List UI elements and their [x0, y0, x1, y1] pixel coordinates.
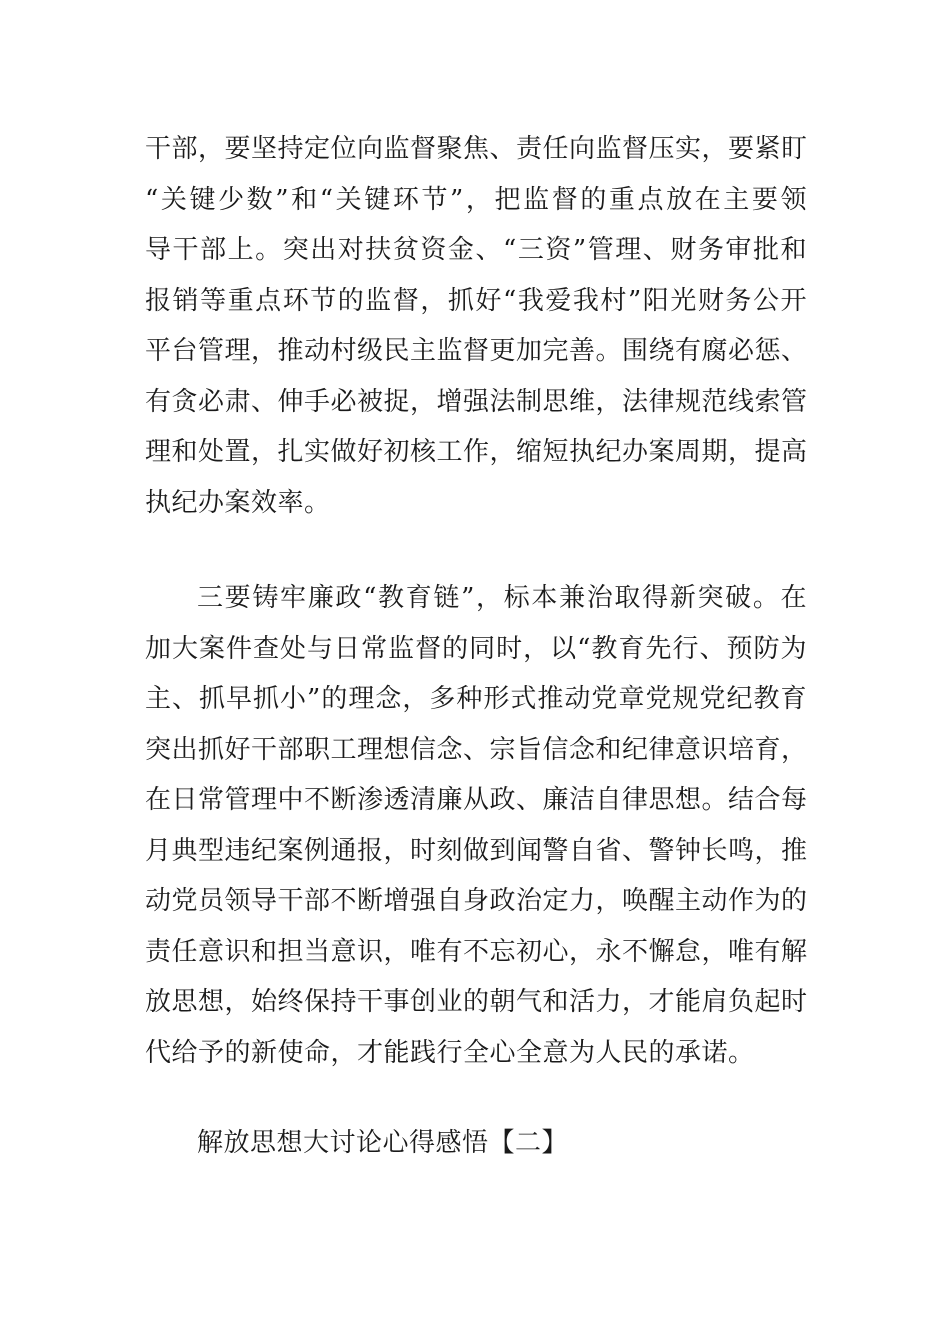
paragraph-line: 干部，要坚持定位向监督聚焦、责任向监督压实，要紧盯: [145, 134, 808, 164]
paragraph-line: 三要铸牢廉政“教育链”，标本兼治取得新突破。在: [197, 583, 807, 613]
paragraph-line: 报销等重点环节的监督，抓好“我爱我村”阳光财务公开: [145, 285, 807, 316]
paragraph-line: 有贪必肃、伸手必被捉，增强法制思维，法律规范线索管: [145, 386, 808, 417]
section-heading: [145, 1118, 807, 1169]
paragraph-line: 突出抓好干部职工理想信念、宗旨信念和纪律意识培育，: [145, 734, 808, 765]
paragraph-line: 动党员领导干部不断增强自身政治定力，唤醒主动作为的: [145, 886, 808, 916]
paragraph-line: 理和处置，扎实做好初核工作，缩短执纪办案周期，提高: [145, 437, 808, 467]
paragraph-2: [145, 573, 807, 1078]
paragraph-line: 月典型违纪案例通报，时刻做到闻警自省、警钟长鸣，推: [145, 835, 808, 866]
paragraph-line: “关键少数”和“关键环节”，把监督的重点放在主要领: [145, 184, 807, 215]
paragraph-line: 执纪办案效率。: [145, 487, 331, 518]
paragraph-line: 放思想，始终保持干事创业的朝气和活力，才能肩负起时: [145, 987, 808, 1017]
paragraph-line: 平台管理，推动村级民主监督更加完善。围绕有腐必惩、: [145, 336, 808, 366]
section-heading-text: 解放思想大讨论心得感悟【二】: [197, 1128, 569, 1158]
paragraph-line: 责任意识和担当意识，唯有不忘初心，永不懈怠，唯有解: [145, 936, 808, 967]
paragraph-line: 主、抓早抓小”的理念，多种形式推动党章党规党纪教育: [145, 684, 807, 714]
paragraph-line: 导干部上。突出对扶贫资金、“三资”管理、财务审批和: [145, 235, 807, 265]
paragraph-1: [145, 124, 807, 528]
paragraph-line: 代给予的新使命，才能践行全心全意为人民的承诺。: [145, 1037, 755, 1068]
paragraph-line: 在日常管理中不断渗透清廉从政、廉洁自律思想。结合每: [145, 785, 808, 815]
paragraph-line: 加大案件查处与日常监督的同时，以“教育先行、预防为: [145, 633, 807, 664]
